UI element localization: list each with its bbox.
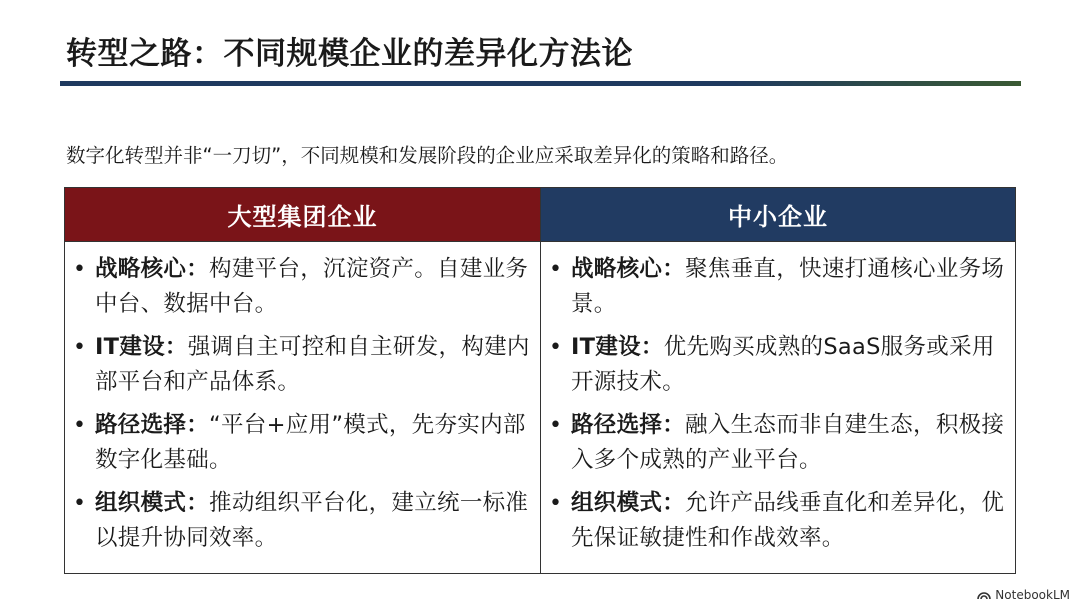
large-enterprise-column [65,241,541,573]
bullet-icon: • [549,491,562,516]
title-divider [60,81,1021,86]
page-subtitle: 数字化转型并非“一刀切”，不同规模和发展阶段的企业应采取差异化的策略和路径。 [66,144,789,167]
list-item [549,486,1007,556]
page-title: 转型之路：不同规模企业的差异化方法论 [66,36,633,72]
list-item [73,330,532,400]
item-text: 聚焦垂直，快速打通核心业务场景。 [571,256,1005,317]
item-text: 推动组织平台化，建立统一标准以提升协同效率。 [95,490,529,551]
list-item [549,330,1007,400]
item-label: IT建设： [95,334,188,360]
bullet-icon: • [73,335,86,360]
list-item [549,252,1007,322]
notebooklm-icon [977,590,991,600]
item-text: 允许产品线垂直化和差异化，优先保证敏捷性和作战效率。 [571,490,1005,551]
item-text: 构建平台，沉淀资产。自建业务中台、数据中台。 [95,256,529,317]
comparison-table [64,187,1016,574]
list-item [549,408,1007,478]
item-text: 融入生态而非自建生态，积极接入多个成熟的产业平台。 [571,412,1005,473]
sme-column [541,241,1015,573]
item-label: 战略核心： [571,256,686,282]
item-label: 组织模式： [95,490,210,516]
bullet-icon: • [73,413,86,438]
item-text: 强调自主可控和自主研发，构建内部平台和产品体系。 [95,334,530,395]
item-label: 战略核心： [95,256,210,282]
item-label: 路径选择： [571,412,686,438]
large-enterprise-header: 大型集团企业 [65,188,541,241]
item-label: IT建设： [571,334,664,360]
bullet-icon: • [549,413,562,438]
bullet-icon: • [549,335,562,360]
bullet-icon: • [73,491,86,516]
list-item [73,486,532,556]
item-text: 优先购买成熟的SaaS服务或采用开源技术。 [571,334,995,395]
item-text: “平台+应用”模式，先夯实内部数字化基础。 [95,412,526,473]
notebooklm-watermark [977,588,1070,602]
bullet-icon: • [549,257,562,282]
sme-header: 中小企业 [541,188,1015,241]
list-item [73,408,532,478]
bullet-icon: • [73,257,86,282]
list-item [73,252,532,322]
brand-label: NotebookLM [995,588,1070,602]
item-label: 路径选择： [95,412,210,438]
item-label: 组织模式： [571,490,686,516]
